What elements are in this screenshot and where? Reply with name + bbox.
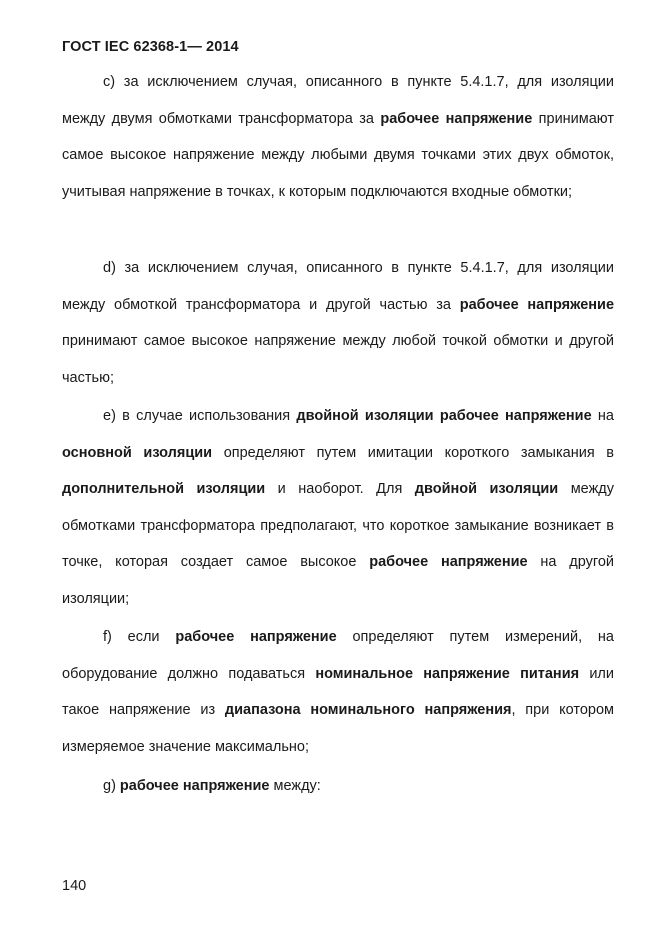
- term-bold: рабочее напряжение: [459, 296, 615, 313]
- term-bold: дополнительной изоляции: [62, 481, 266, 497]
- paragraph-d: [62, 250, 614, 396]
- term-bold: двойной изоляции рабочее напряжение: [296, 408, 592, 424]
- paragraph-g: [62, 768, 614, 805]
- term-bold: основной изоляции: [62, 444, 213, 461]
- term-bold: рабочее напряжение: [380, 110, 533, 127]
- text-segment: или такое напряжение из: [62, 665, 614, 718]
- paragraph-f: [62, 619, 614, 765]
- term-bold: двойной изоляции: [414, 481, 559, 497]
- text-segment: c) за исключением случая, описанного в пункте 5.4.1.7, для изоляции между двумя обмотками трансформатора за: [62, 74, 614, 127]
- paragraph-e: [62, 398, 614, 617]
- term-bold: рабочее напряжение: [175, 629, 337, 645]
- page-number: 140: [62, 878, 87, 894]
- term-bold: диапазона номинального напряжения: [224, 702, 512, 718]
- text-segment: f) если: [103, 629, 176, 645]
- text-segment: между:: [269, 778, 321, 794]
- text-segment: на другой изоляции;: [62, 554, 614, 607]
- term-bold: рабочее напряжение: [369, 554, 528, 570]
- document-header: ГОСТ IEC 62368-1— 2014: [62, 39, 239, 55]
- text-segment: принимают самое высокое напряжение между любыми двумя точками этих двух обмоток, учитывая напряжение в точках, к которым подключаются входные обмотки;: [62, 110, 615, 200]
- paragraph-c: [62, 64, 614, 210]
- text-segment: d) за исключением случая, описанного в пункте 5.4.1.7, для изоляции между обмоткой трансформатора и другой частью за: [62, 260, 614, 313]
- term-bold: номинальное напряжение питания: [315, 665, 580, 682]
- text-segment: между обмотками трансформатора предполагают, что короткое замыкание возникает в точке, которая создает самое высокое: [62, 481, 614, 570]
- text-segment: на: [591, 408, 614, 424]
- text-segment: g): [103, 778, 120, 794]
- text-segment: и наоборот. Для: [265, 481, 415, 497]
- text-segment: определяют путем измерений, на оборудование должно подаваться: [62, 629, 614, 682]
- text-segment: определяют путем имитации короткого замыкания в: [212, 444, 614, 461]
- text-segment: , при котором измеряемое значение максимально;: [62, 702, 615, 755]
- text-segment: e) в случае использования: [103, 408, 297, 424]
- text-segment: принимают самое высокое напряжение между любой точкой обмотки и другой частью;: [62, 333, 614, 386]
- term-bold: рабочее напряжение: [119, 778, 270, 794]
